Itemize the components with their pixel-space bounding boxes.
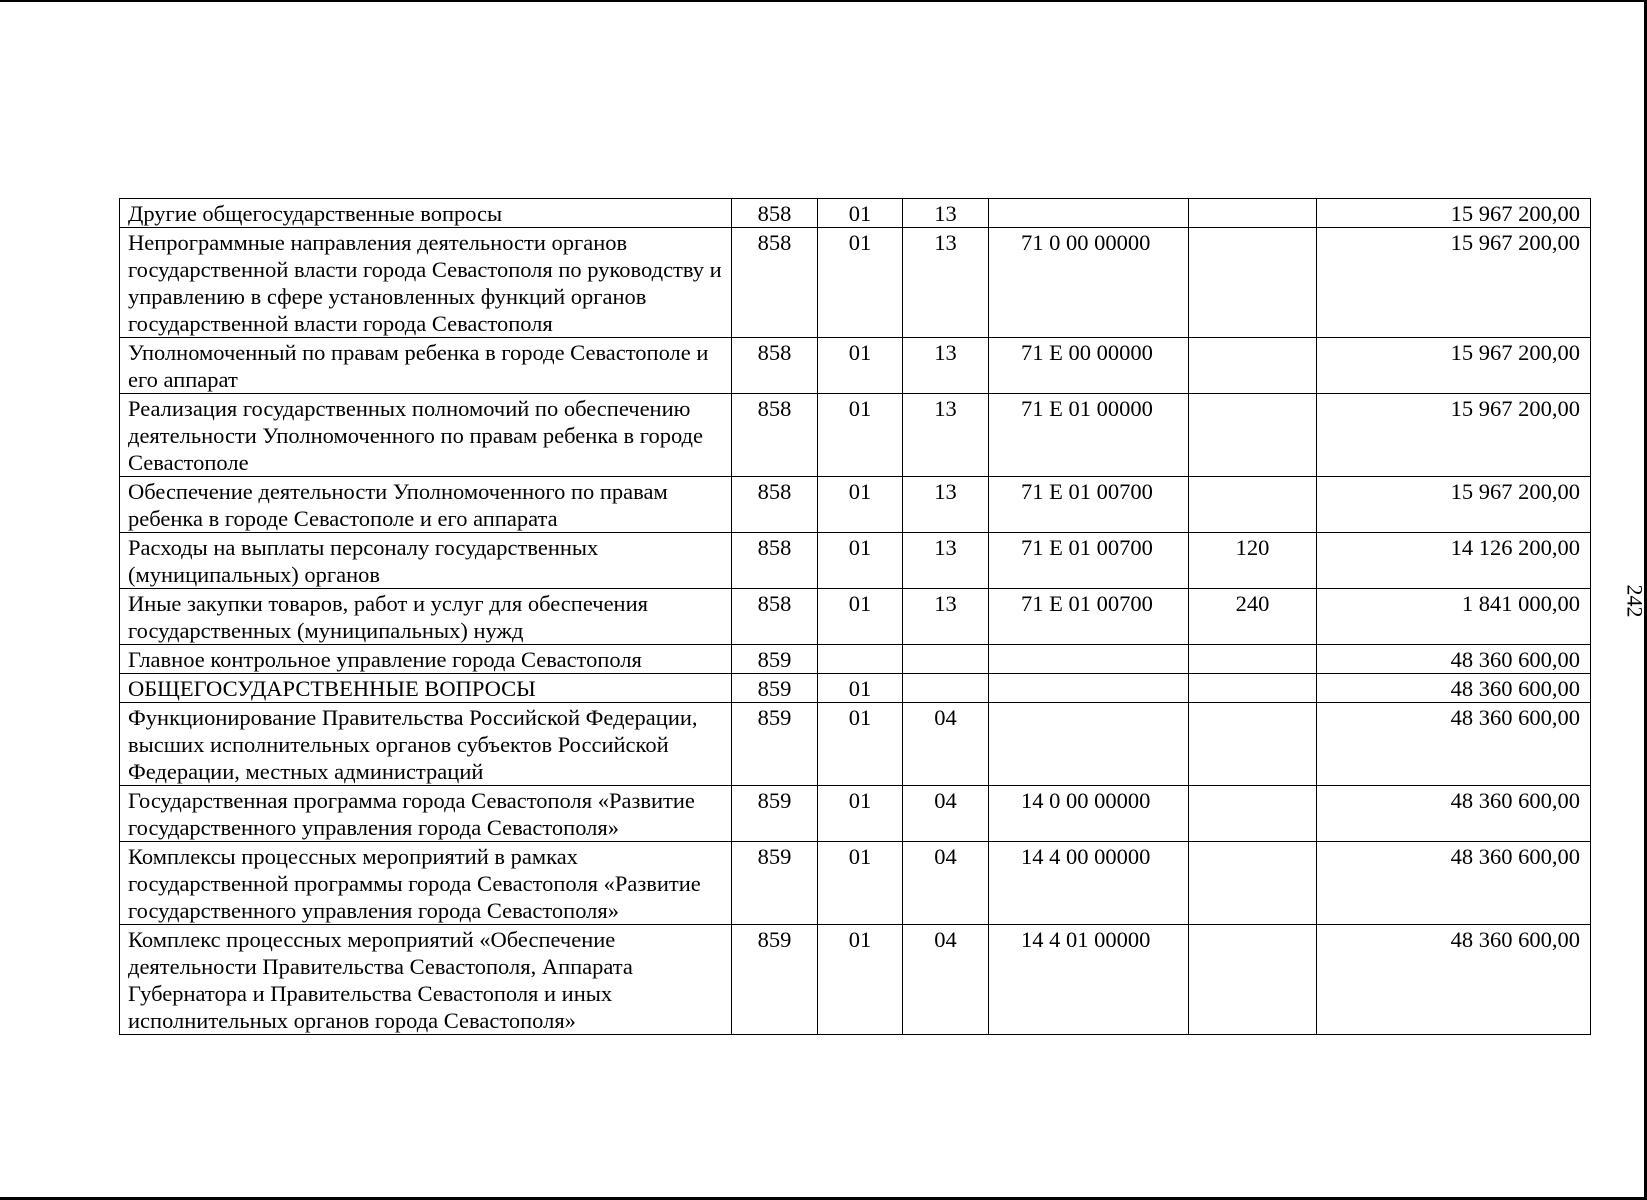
cell-amount: 15 967 200,00 bbox=[1317, 228, 1591, 338]
cell-amount: 15 967 200,00 bbox=[1317, 338, 1591, 394]
cell-subsection-code: 13 bbox=[903, 338, 989, 394]
cell-section-code: 01 bbox=[818, 228, 903, 338]
cell-target-article: 71 Е 00 00000 bbox=[989, 338, 1189, 394]
cell-target-article: 14 4 01 00000 bbox=[989, 925, 1189, 1035]
cell-department-code: 858 bbox=[732, 533, 818, 589]
cell-target-article: 71 Е 01 00700 bbox=[989, 477, 1189, 533]
table-row bbox=[120, 645, 1591, 674]
cell-subsection-code bbox=[903, 645, 989, 674]
cell-section-code: 01 bbox=[818, 842, 903, 925]
cell-section-code: 01 bbox=[818, 477, 903, 533]
cell-target-article: 71 0 00 00000 bbox=[989, 228, 1189, 338]
cell-amount: 14 126 200,00 bbox=[1317, 533, 1591, 589]
table-row bbox=[120, 338, 1591, 394]
cell-target-article: 71 Е 01 00700 bbox=[989, 533, 1189, 589]
budget-table-body bbox=[120, 199, 1591, 1035]
cell-section-code: 01 bbox=[818, 703, 903, 786]
cell-target-article bbox=[989, 703, 1189, 786]
table-row bbox=[120, 394, 1591, 477]
table-row bbox=[120, 199, 1591, 228]
page-number: 242 bbox=[1622, 584, 1647, 618]
cell-subsection-code: 04 bbox=[903, 786, 989, 842]
cell-department-code: 858 bbox=[732, 394, 818, 477]
cell-expense-type bbox=[1189, 645, 1317, 674]
cell-subsection-code: 04 bbox=[903, 842, 989, 925]
cell-subsection-code: 13 bbox=[903, 533, 989, 589]
cell-name: Уполномоченный по правам ребенка в городе Севастополе и его аппарат bbox=[120, 338, 732, 394]
cell-expense-type bbox=[1189, 477, 1317, 533]
cell-section-code: 01 bbox=[818, 338, 903, 394]
cell-target-article: 71 Е 01 00700 bbox=[989, 589, 1189, 645]
cell-department-code: 859 bbox=[732, 703, 818, 786]
cell-subsection-code: 04 bbox=[903, 925, 989, 1035]
cell-name: Комплексы процессных мероприятий в рамках государственной программы города Севастополя «Развитие государственного управления города Севастополя» bbox=[120, 842, 732, 925]
table-row bbox=[120, 589, 1591, 645]
cell-section-code: 01 bbox=[818, 786, 903, 842]
cell-department-code: 859 bbox=[732, 925, 818, 1035]
cell-subsection-code bbox=[903, 674, 989, 703]
table-row bbox=[120, 925, 1591, 1035]
cell-target-article: 14 4 00 00000 bbox=[989, 842, 1189, 925]
cell-amount: 48 360 600,00 bbox=[1317, 703, 1591, 786]
cell-section-code: 01 bbox=[818, 199, 903, 228]
cell-section-code: 01 bbox=[818, 394, 903, 477]
cell-department-code: 858 bbox=[732, 589, 818, 645]
cell-name: Иные закупки товаров, работ и услуг для обеспечения государственных (муниципальных) нужд bbox=[120, 589, 732, 645]
cell-target-article bbox=[989, 645, 1189, 674]
cell-subsection-code: 13 bbox=[903, 477, 989, 533]
table-row bbox=[120, 477, 1591, 533]
cell-subsection-code: 13 bbox=[903, 394, 989, 477]
table-row bbox=[120, 228, 1591, 338]
cell-expense-type bbox=[1189, 925, 1317, 1035]
cell-section-code: 01 bbox=[818, 674, 903, 703]
cell-department-code: 858 bbox=[732, 199, 818, 228]
cell-expense-type: 240 bbox=[1189, 589, 1317, 645]
cell-name: Реализация государственных полномочий по обеспечению деятельности Уполномоченного по правам ребенка в городе Севастополе bbox=[120, 394, 732, 477]
cell-expense-type bbox=[1189, 703, 1317, 786]
cell-subsection-code: 13 bbox=[903, 199, 989, 228]
cell-name: ОБЩЕГОСУДАРСТВЕННЫЕ ВОПРОСЫ bbox=[120, 674, 732, 703]
cell-name: Главное контрольное управление города Севастополя bbox=[120, 645, 732, 674]
cell-amount: 48 360 600,00 bbox=[1317, 925, 1591, 1035]
cell-department-code: 859 bbox=[732, 674, 818, 703]
cell-amount: 48 360 600,00 bbox=[1317, 842, 1591, 925]
cell-department-code: 858 bbox=[732, 477, 818, 533]
cell-amount: 48 360 600,00 bbox=[1317, 645, 1591, 674]
cell-name: Непрограммные направления деятельности органов государственной власти города Севастополя по руководству и управлению в сфере установленных функций органов государственной власти города Севастополя bbox=[120, 228, 732, 338]
cell-expense-type bbox=[1189, 394, 1317, 477]
cell-name: Обеспечение деятельности Уполномоченного по правам ребенка в городе Севастополе и его аппарата bbox=[120, 477, 732, 533]
cell-department-code: 858 bbox=[732, 228, 818, 338]
budget-table bbox=[119, 198, 1591, 1035]
cell-expense-type bbox=[1189, 674, 1317, 703]
cell-amount: 15 967 200,00 bbox=[1317, 199, 1591, 228]
table-row bbox=[120, 786, 1591, 842]
cell-department-code: 859 bbox=[732, 842, 818, 925]
cell-expense-type bbox=[1189, 786, 1317, 842]
table-row bbox=[120, 674, 1591, 703]
cell-section-code: 01 bbox=[818, 533, 903, 589]
cell-section-code: 01 bbox=[818, 925, 903, 1035]
cell-subsection-code: 04 bbox=[903, 703, 989, 786]
cell-name: Комплекс процессных мероприятий «Обеспечение деятельности Правительства Севастополя, Аппарата Губернатора и Правительства Севастополя и иных исполнительных органов города Севастополя» bbox=[120, 925, 732, 1035]
scan-edge-top bbox=[0, 0, 1647, 2]
cell-name: Другие общегосударственные вопросы bbox=[120, 199, 732, 228]
cell-expense-type bbox=[1189, 338, 1317, 394]
cell-expense-type: 120 bbox=[1189, 533, 1317, 589]
cell-amount: 48 360 600,00 bbox=[1317, 786, 1591, 842]
cell-name: Функционирование Правительства Российской Федерации, высших исполнительных органов субъектов Российской Федерации, местных администраций bbox=[120, 703, 732, 786]
cell-target-article: 14 0 00 00000 bbox=[989, 786, 1189, 842]
cell-subsection-code: 13 bbox=[903, 589, 989, 645]
cell-amount: 15 967 200,00 bbox=[1317, 477, 1591, 533]
cell-expense-type bbox=[1189, 199, 1317, 228]
cell-name: Государственная программа города Севастополя «Развитие государственного управления города Севастополя» bbox=[120, 786, 732, 842]
cell-amount: 1 841 000,00 bbox=[1317, 589, 1591, 645]
cell-section-code bbox=[818, 645, 903, 674]
cell-expense-type bbox=[1189, 842, 1317, 925]
cell-expense-type bbox=[1189, 228, 1317, 338]
cell-amount: 15 967 200,00 bbox=[1317, 394, 1591, 477]
table-row bbox=[120, 533, 1591, 589]
cell-department-code: 859 bbox=[732, 645, 818, 674]
cell-subsection-code: 13 bbox=[903, 228, 989, 338]
table-row bbox=[120, 842, 1591, 925]
cell-department-code: 858 bbox=[732, 338, 818, 394]
cell-target-article bbox=[989, 674, 1189, 703]
cell-target-article bbox=[989, 199, 1189, 228]
cell-amount: 48 360 600,00 bbox=[1317, 674, 1591, 703]
cell-department-code: 859 bbox=[732, 786, 818, 842]
cell-target-article: 71 Е 01 00000 bbox=[989, 394, 1189, 477]
cell-name: Расходы на выплаты персоналу государственных (муниципальных) органов bbox=[120, 533, 732, 589]
table-row bbox=[120, 703, 1591, 786]
cell-section-code: 01 bbox=[818, 589, 903, 645]
